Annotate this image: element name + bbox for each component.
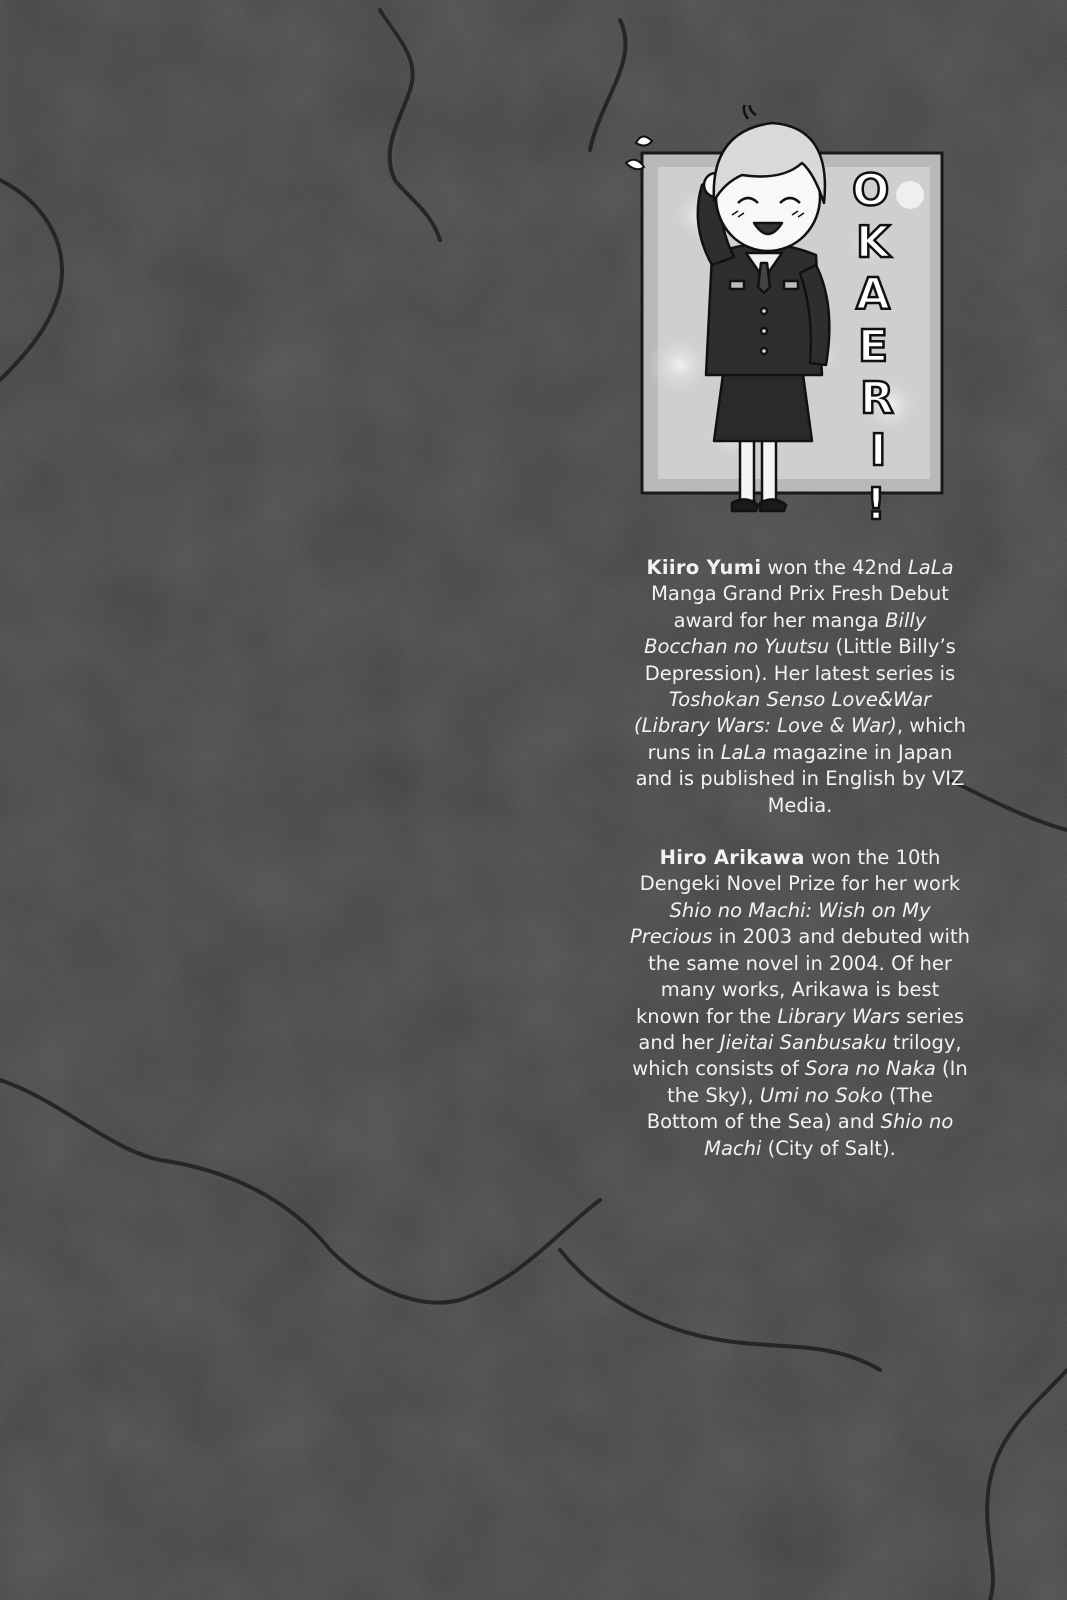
caption-letter: R [860,373,894,424]
caption-letter: E [858,321,889,372]
author-name: Hiro Arikawa [659,846,805,870]
author-name: Kiiro Yumi [646,556,762,579]
chibi-character-illustration [620,105,965,535]
caption-letter: O [852,165,890,216]
caption-letter: ! [866,479,887,530]
caption-letter: K [856,217,891,268]
bio-hiro-arikawa: Hiro Arikawa won the 10th Dengeki Novel Prize for her work Shio no Machi: Wish on My Precious in 2003 and debuted with the same novel in 2004. Of her many works, Arikawa is best known for the Library Wars series and her Jieitai Sanbusaku trilogy, which consists of Sora no Naka (In the Sky), Umi no Soko (The Bottom of the Sea) and Shio no Machi (City of Salt). [630,846,970,1160]
caption-letter: A [856,269,891,320]
bio-kiiro-yumi: Kiiro Yumi won the 42nd LaLa Manga Grand Prix Fresh Debut award for her manga Billy Bocchan no Yuutsu (Little Billy’s Depression). Her latest series is Toshokan Senso Love&War (Library Wars: Love & War), which runs in LaLa magazine in Japan and is published in English by VIZ Media. [633,556,967,817]
author-bios [630,555,970,1188]
caption-letter: I [870,425,887,476]
